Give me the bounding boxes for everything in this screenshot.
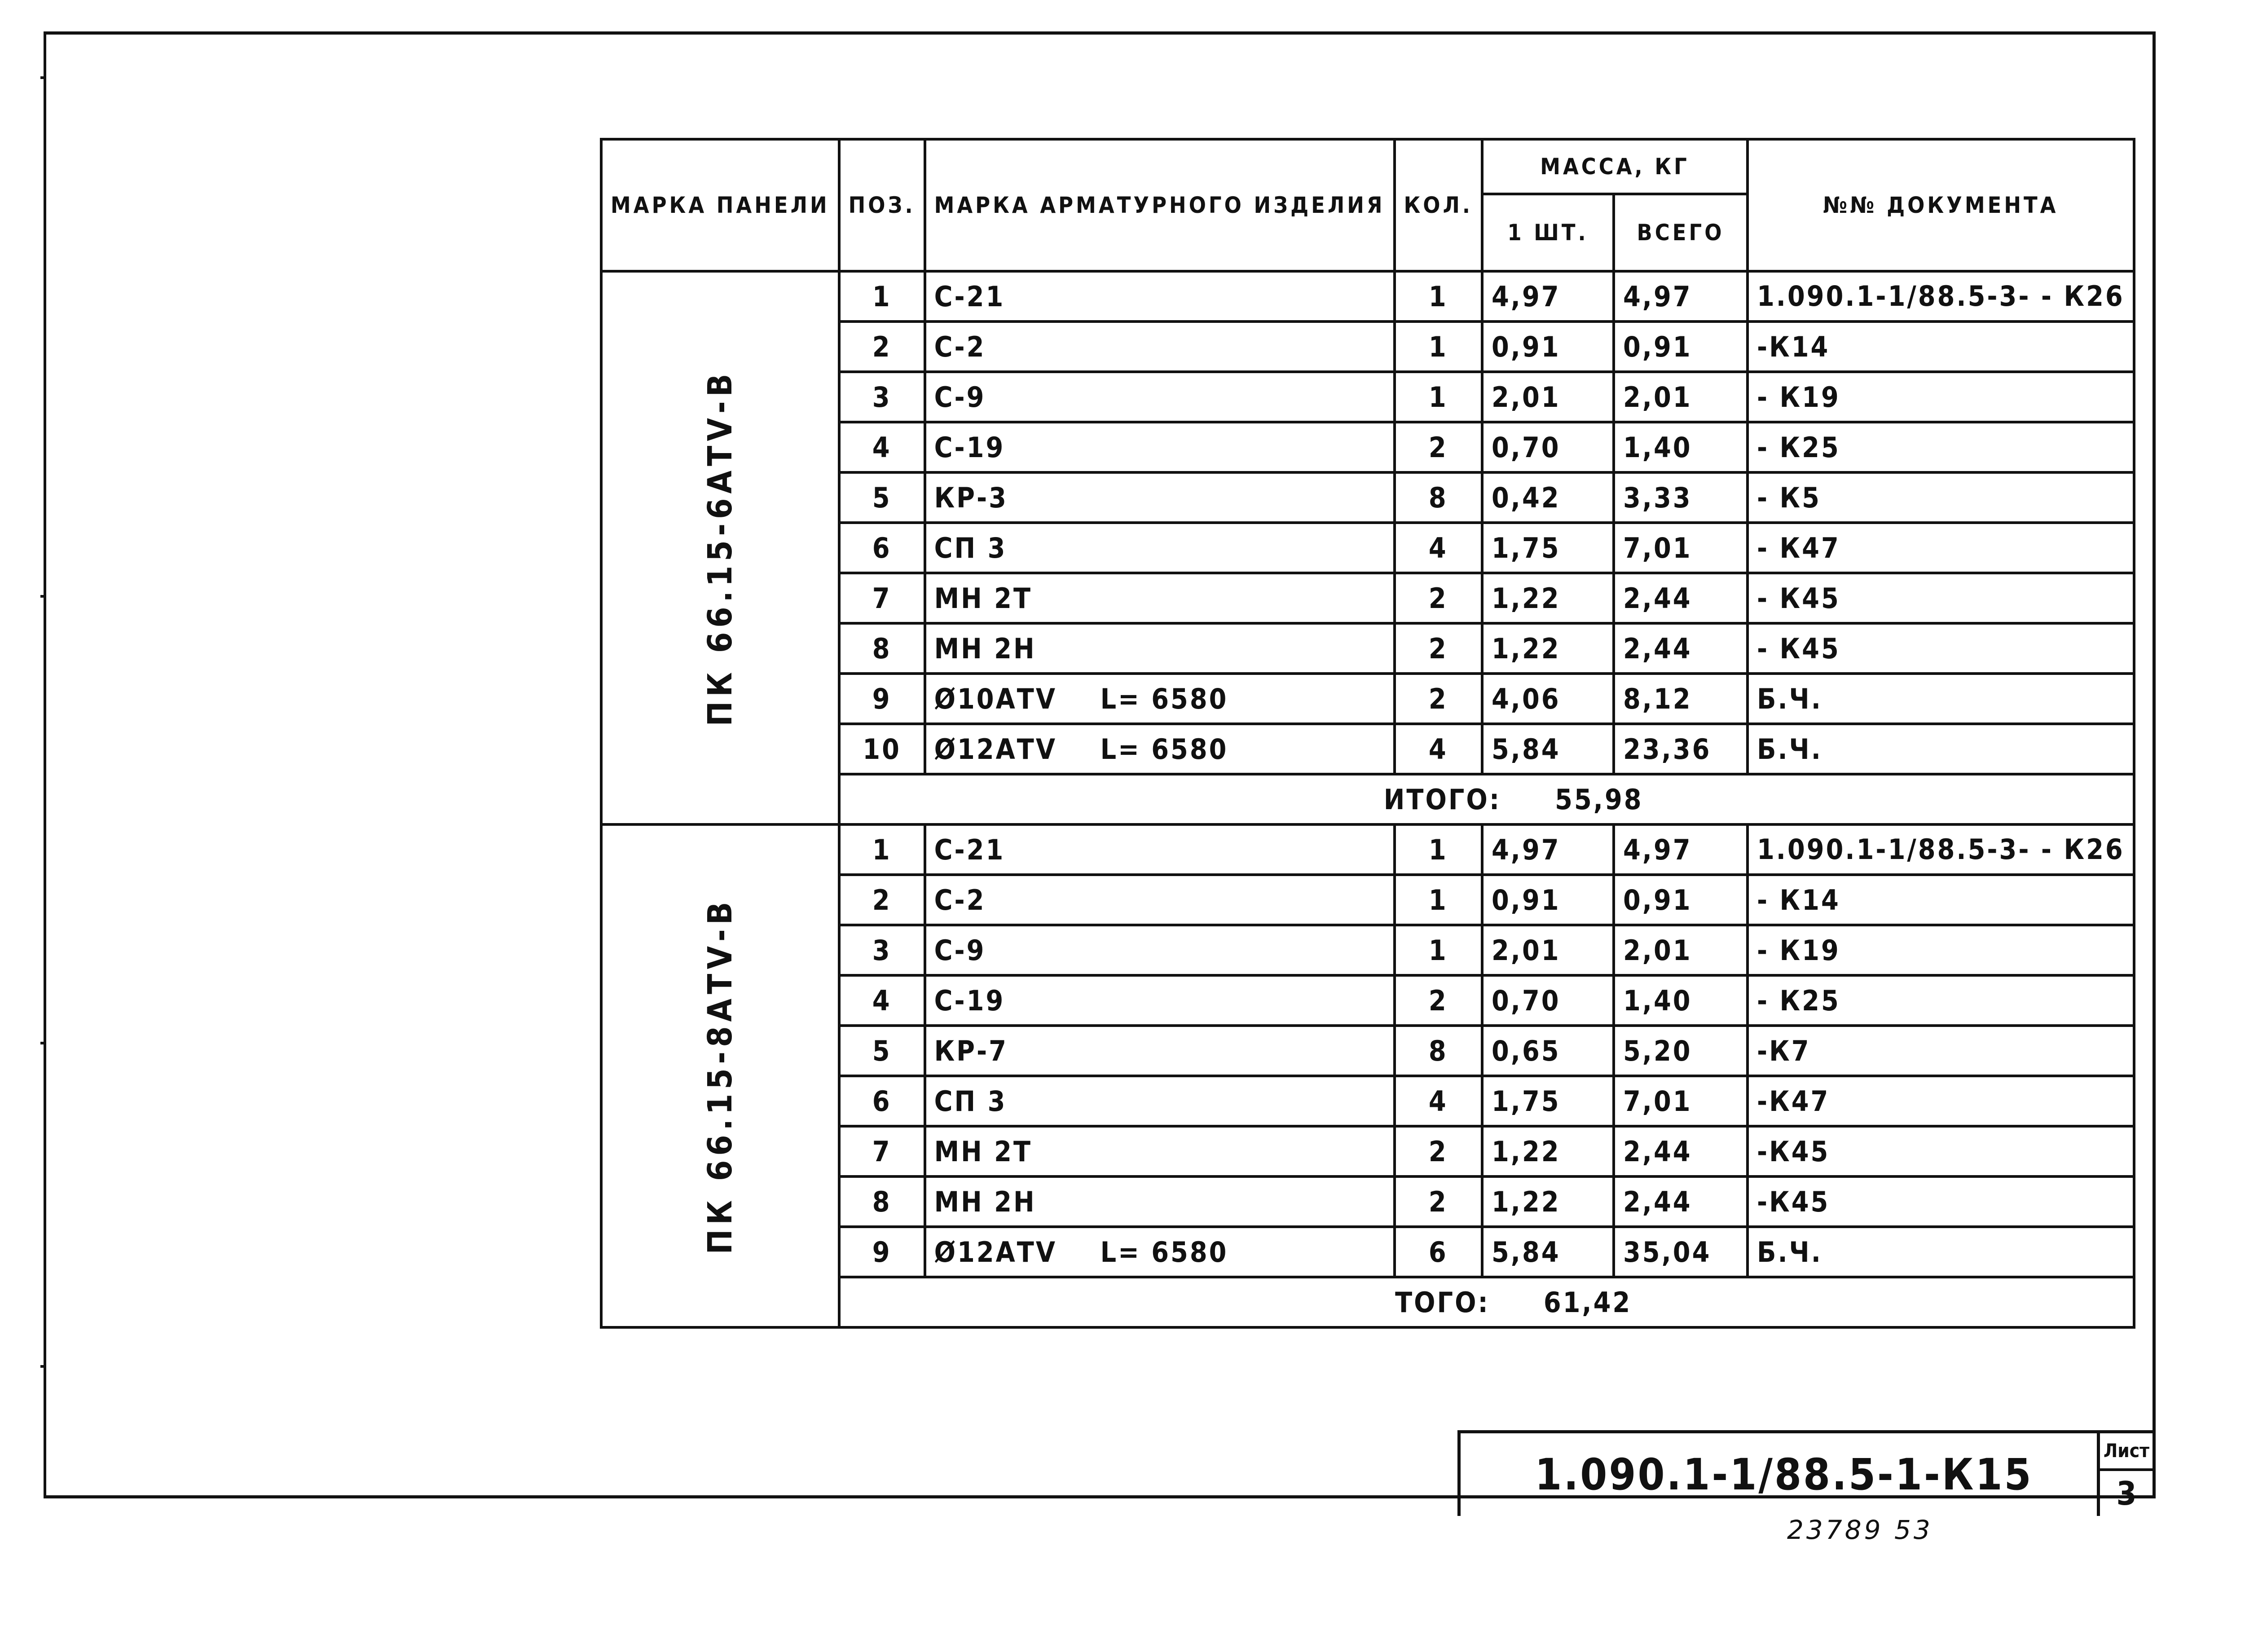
mass-total-cell: 2,44 [1614,1126,1748,1176]
document-cell: - К45 [1748,623,2134,674]
mass-one-cell: 0,42 [1482,472,1614,523]
mass-total-cell: 5,20 [1614,1026,1748,1076]
product-mark-cell: С-19 [925,975,1395,1026]
pos-cell: 8 [839,623,925,674]
document-cell: Б.Ч. [1748,674,2134,724]
panel-mark: ПК 66.15-8АТⅤ-В [700,897,740,1255]
product-mark-cell: С-21 [925,271,1395,322]
product-mark-cell: С-2 [925,322,1395,372]
qty-cell: 2 [1395,623,1482,674]
product-mark-cell: С-9 [925,925,1395,975]
mass-total-cell: 7,01 [1614,523,1748,573]
mass-total-cell: 2,01 [1614,925,1748,975]
qty-cell: 4 [1395,1076,1482,1126]
mass-total-cell: 3,33 [1614,472,1748,523]
mass-total-cell: 1,40 [1614,975,1748,1026]
bar-length: L= 6580 [1100,732,1228,766]
mass-one-cell: 4,97 [1482,271,1614,322]
document-cell: - К45 [1748,573,2134,623]
total-label: ТОГО: [1395,1286,1490,1319]
mass-one-cell: 1,22 [1482,1126,1614,1176]
document-cell: - К14 [1748,875,2134,925]
document-cell: -К7 [1748,1026,2134,1076]
panel-mark-cell [601,271,839,824]
pos-cell: 7 [839,1126,925,1176]
mass-total-cell: 0,91 [1614,322,1748,372]
sheet-number: 3 [2116,1475,2137,1512]
product-mark-cell: МН 2Т [925,1126,1395,1176]
pos-cell: 3 [839,925,925,975]
total-value: 55,98 [1555,783,1643,816]
document-cell: -К47 [1748,1076,2134,1126]
mass-one-cell: 0,91 [1482,875,1614,925]
pos-cell: 4 [839,975,925,1026]
document-cell: -К45 [1748,1126,2134,1176]
document-cell: -К14 [1748,322,2134,372]
pos-cell: 9 [839,674,925,724]
mass-one-cell: 0,65 [1482,1026,1614,1076]
product-mark: Ø12АТⅤ [934,732,1057,766]
product-mark-cell: С-19 [925,422,1395,472]
product-mark: Ø10АТⅤ [934,682,1057,715]
drawing-code: 1.090.1-1/88.5-1-К15 [1535,1449,2033,1500]
qty-cell: 2 [1395,674,1482,724]
pos-cell: 3 [839,372,925,422]
mass-total-cell: 0,91 [1614,875,1748,925]
sheet-label: Лист [2100,1433,2153,1471]
header-mass-total: ВСЕГО [1614,194,1748,271]
mass-total-cell: 35,04 [1614,1227,1748,1277]
table-row [601,271,2134,322]
qty-cell: 1 [1395,824,1482,875]
mass-total-cell: 2,44 [1614,1176,1748,1227]
qty-cell: 1 [1395,372,1482,422]
pos-cell: 8 [839,1176,925,1227]
qty-cell: 2 [1395,422,1482,472]
mass-one-cell: 5,84 [1482,724,1614,774]
document-cell: Б.Ч. [1748,724,2134,774]
header-pos: ПОЗ. [839,139,925,271]
header-qty: КОЛ. [1395,139,1482,271]
total-label: ИТОГО: [1383,783,1501,816]
pos-cell: 5 [839,472,925,523]
product-mark-cell: СП 3 [925,523,1395,573]
mass-one-cell: 0,91 [1482,322,1614,372]
qty-cell: 1 [1395,271,1482,322]
qty-cell: 2 [1395,975,1482,1026]
header-mass-one: 1 ШТ. [1482,194,1614,271]
header-document: №№ ДОКУМЕНТА [1748,139,2134,271]
pos-cell: 7 [839,573,925,623]
product-mark-cell: С-21 [925,824,1395,875]
sheet-box [2097,1433,2153,1516]
document-cell: - К19 [1748,372,2134,422]
header-product-mark: МАРКА АРМАТУРНОГО ИЗДЕЛИЯ [925,139,1395,271]
qty-cell: 6 [1395,1227,1482,1277]
specification-table [600,138,2135,1329]
mass-one-cell: 0,70 [1482,975,1614,1026]
product-mark: Ø12АТⅤ [934,1235,1057,1269]
table-row [601,824,2134,875]
qty-cell: 8 [1395,472,1482,523]
document-cell: - К19 [1748,925,2134,975]
qty-cell: 4 [1395,523,1482,573]
product-mark-cell: СП 3 [925,1076,1395,1126]
mass-total-cell: 4,97 [1614,271,1748,322]
mass-one-cell: 2,01 [1482,372,1614,422]
bar-length: L= 6580 [1100,682,1228,715]
product-mark-cell: КР-3 [925,472,1395,523]
document-cell: - К25 [1748,422,2134,472]
qty-cell: 2 [1395,1176,1482,1227]
total-value: 61,42 [1543,1286,1632,1319]
mass-one-cell: 2,01 [1482,925,1614,975]
document-cell: Б.Ч. [1748,1227,2134,1277]
qty-cell: 1 [1395,322,1482,372]
product-mark-cell [925,1227,1395,1277]
pos-cell: 9 [839,1227,925,1277]
panel-mark: ПК 66.15-6АТⅤ-В [700,369,740,727]
qty-cell: 2 [1395,1126,1482,1176]
bar-length: L= 6580 [1100,1235,1228,1269]
mass-one-cell: 1,22 [1482,573,1614,623]
document-cell: -К45 [1748,1176,2134,1227]
document-cell: 1.090.1-1/88.5-3- - К26 [1748,824,2134,875]
product-mark-cell: С-9 [925,372,1395,422]
mass-total-cell: 2,01 [1614,372,1748,422]
mass-one-cell: 4,06 [1482,674,1614,724]
pos-cell: 6 [839,523,925,573]
mass-one-cell: 4,97 [1482,824,1614,875]
product-mark-cell: КР-7 [925,1026,1395,1076]
product-mark-cell: С-2 [925,875,1395,925]
pos-cell: 1 [839,824,925,875]
mass-one-cell: 5,84 [1482,1227,1614,1277]
document-cell: - К25 [1748,975,2134,1026]
panel-mark-cell [601,824,839,1327]
frame-tick [40,1042,46,1044]
frame-tick [40,595,46,598]
mass-one-cell: 1,75 [1482,1076,1614,1126]
mass-total-cell: 4,97 [1614,824,1748,875]
mass-one-cell: 0,70 [1482,422,1614,472]
product-mark-cell [925,674,1395,724]
mass-one-cell: 1,75 [1482,523,1614,573]
mass-total-cell: 23,36 [1614,724,1748,774]
document-cell: - К5 [1748,472,2134,523]
mass-total-cell: 1,40 [1614,422,1748,472]
qty-cell: 8 [1395,1026,1482,1076]
pos-cell: 2 [839,322,925,372]
qty-cell: 4 [1395,724,1482,774]
frame-tick [40,1365,46,1368]
frame-tick [40,76,46,79]
archive-number: 23789 53 [1787,1515,1933,1545]
mass-total-cell: 2,44 [1614,573,1748,623]
header-mass: МАССА, КГ [1482,139,1748,194]
product-mark-cell [925,724,1395,774]
mass-total-cell: 8,12 [1614,674,1748,724]
pos-cell: 10 [839,724,925,774]
mass-total-cell: 2,44 [1614,623,1748,674]
product-mark-cell: МН 2Н [925,623,1395,674]
title-block [1457,1430,2153,1516]
product-mark-cell: МН 2Т [925,573,1395,623]
document-cell: - К47 [1748,523,2134,573]
qty-cell: 1 [1395,925,1482,975]
total-cell [839,774,2134,824]
pos-cell: 6 [839,1076,925,1126]
mass-one-cell: 1,22 [1482,623,1614,674]
pos-cell: 2 [839,875,925,925]
qty-cell: 2 [1395,573,1482,623]
header-panel-mark: МАРКА ПАНЕЛИ [601,139,839,271]
qty-cell: 1 [1395,875,1482,925]
mass-one-cell: 1,22 [1482,1176,1614,1227]
pos-cell: 1 [839,271,925,322]
product-mark-cell: МН 2Н [925,1176,1395,1227]
pos-cell: 4 [839,422,925,472]
document-cell: 1.090.1-1/88.5-3- - К26 [1748,271,2134,322]
mass-total-cell: 7,01 [1614,1076,1748,1126]
pos-cell: 5 [839,1026,925,1076]
total-cell [839,1277,2134,1327]
